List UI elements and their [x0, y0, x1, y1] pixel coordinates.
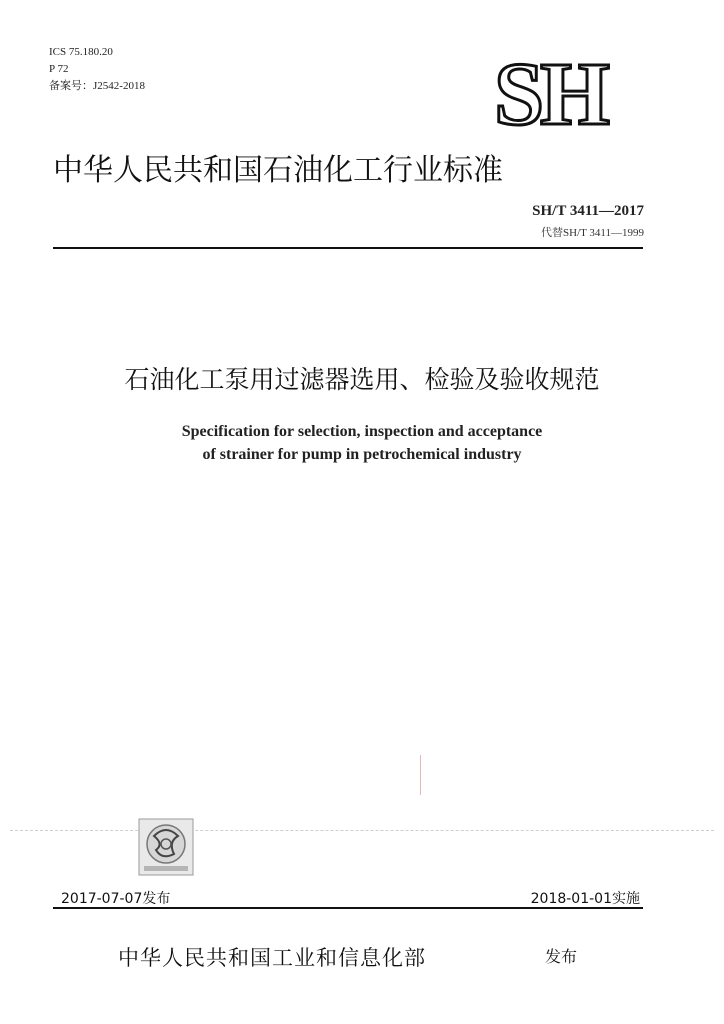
- scan-artifact: [420, 755, 421, 795]
- publish-label: 发布: [545, 947, 578, 966]
- standard-number: SH/T 3411—2017: [532, 203, 644, 219]
- english-title-line-2: of strainer for pump in petrochemical industry: [202, 446, 522, 463]
- ics-code: ICS 75.180.20: [49, 46, 113, 58]
- document-title-chinese: 石油化工泵用过滤器选用、检验及验收规范: [124, 365, 600, 394]
- header-divider: [53, 247, 643, 249]
- filing-number: 备案号：J2542-2018: [49, 80, 145, 92]
- footer-divider: [53, 907, 643, 909]
- svg-text:SH: SH: [493, 50, 607, 132]
- replaced-standard: 代替SH/T 3411—1999: [541, 227, 644, 239]
- issue-date: 2017-07-07发布: [61, 891, 171, 907]
- anti-counterfeit-stamp-icon: [138, 818, 194, 876]
- sh-logo: [470, 50, 630, 132]
- issuing-authority: 中华人民共和国工业和信息化部: [118, 946, 426, 970]
- classification-block: [49, 44, 145, 95]
- fold-line: [10, 830, 714, 831]
- english-title-line-1: Specification for selection, inspection and acceptance: [181, 423, 543, 440]
- document-title-english: [0, 420, 724, 466]
- organization-title: 中华人民共和国石油化工行业标准: [53, 153, 503, 188]
- implementation-date: 2018-01-01实施: [530, 891, 640, 907]
- classification-code: P 72: [49, 63, 69, 75]
